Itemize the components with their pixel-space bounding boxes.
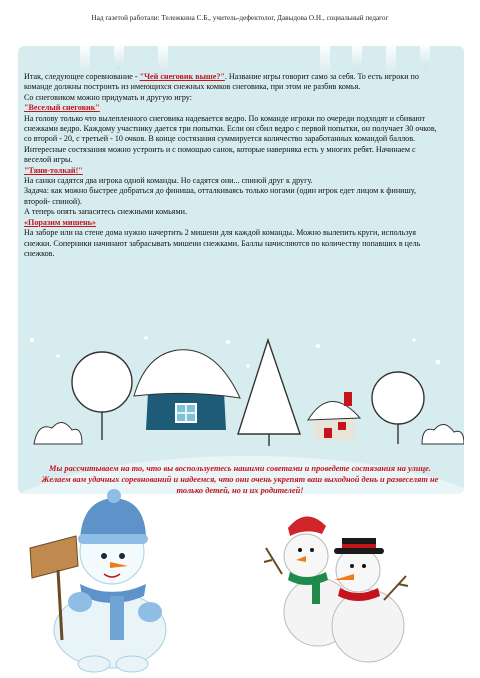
- winter-village-illustration: [18, 332, 464, 452]
- game2-title: "Веселый снеговик": [24, 103, 100, 113]
- paragraph-sled-lead: Интересные состязания можно устроить и с помощью санок, которые наверняка есть у многих ребят. Начинаем с веселой игры.: [24, 144, 416, 165]
- article-body: [24, 72, 442, 259]
- round-tree-left: [72, 352, 132, 440]
- credits-header: Над газетой работали: Тележкина С.Б., учитель-дефектолог, Давыдова О.Н., социальный педагог: [91, 14, 389, 22]
- round-tree-right: [372, 372, 424, 444]
- paragraph-game4: На заборе или на стене дома нужно начертить 2 мишени для каждой команды. Можно вылепить круги, используя снежки. Соперники начинают забрасывать мишени снежками. Баллы начисляются по количеству попавших в цель снежков.: [24, 228, 421, 258]
- icicle-decoration: [352, 46, 362, 72]
- paragraph-game3a: На санки садятся два игрока одной команды. Но садятся они... спиной друг к другу.: [24, 176, 313, 186]
- paragraph-game2: На голову только что вылепленного снеговика надевается ведро. По команде игроки по очереди подходят и сбивают снежками ведро. Каждому участнику дается три попытки. Если он сбил ведро с первой попытки, он получает 30 очков, со второй - 20, с третьей - 10 очков. В конце состязания суммируется количество заработанных командой баллов.: [24, 113, 437, 144]
- paragraph-lead2: Со снеговиком можно придумать и другую игру:: [24, 92, 192, 102]
- game4-title: «Поразим мишень»: [24, 217, 96, 227]
- icicle-decoration: [114, 46, 124, 70]
- snowy-house: [134, 350, 240, 430]
- pine-tree: [238, 340, 300, 446]
- game1-title: "Чей снеговик выше?": [139, 72, 225, 81]
- icicle-decoration: [420, 46, 430, 68]
- closing-message: Мы рассчитываем на то, что вы воспользуетесь нашими советами и проведете состязания на улице. Желаем вам удачных соревнований и надеемся, что они очень укрепят ваш выходной день и развеселят не только детей, но и их родителей!: [41, 464, 439, 495]
- snowman-black-hat: [332, 538, 408, 662]
- snowman-green-scarf: [264, 507, 352, 646]
- paragraph-game3b: Задача: как можно быстрее добраться до финиша, отталкиваясь только ногами (один игрок едет лицом к финишу, второй- спиной).: [24, 186, 416, 206]
- paragraph-game1: Итак, следующее соревнование - "Чей снеговик выше?". Название игры говорит само за себя. То есть игроки по команде должны построить из имеющихся снежных комков снеговика, при этом не разбив комья.: [24, 72, 419, 92]
- snow-bush-left: [34, 422, 82, 444]
- game3-title: "Тяни-толкай!": [24, 165, 83, 175]
- paragraph-lead4: А теперь опять запаситесь снежными комьями.: [24, 207, 187, 217]
- small-red-house: [308, 392, 360, 440]
- snowman-with-sign: [30, 489, 166, 672]
- snow-bush-right: [422, 424, 464, 444]
